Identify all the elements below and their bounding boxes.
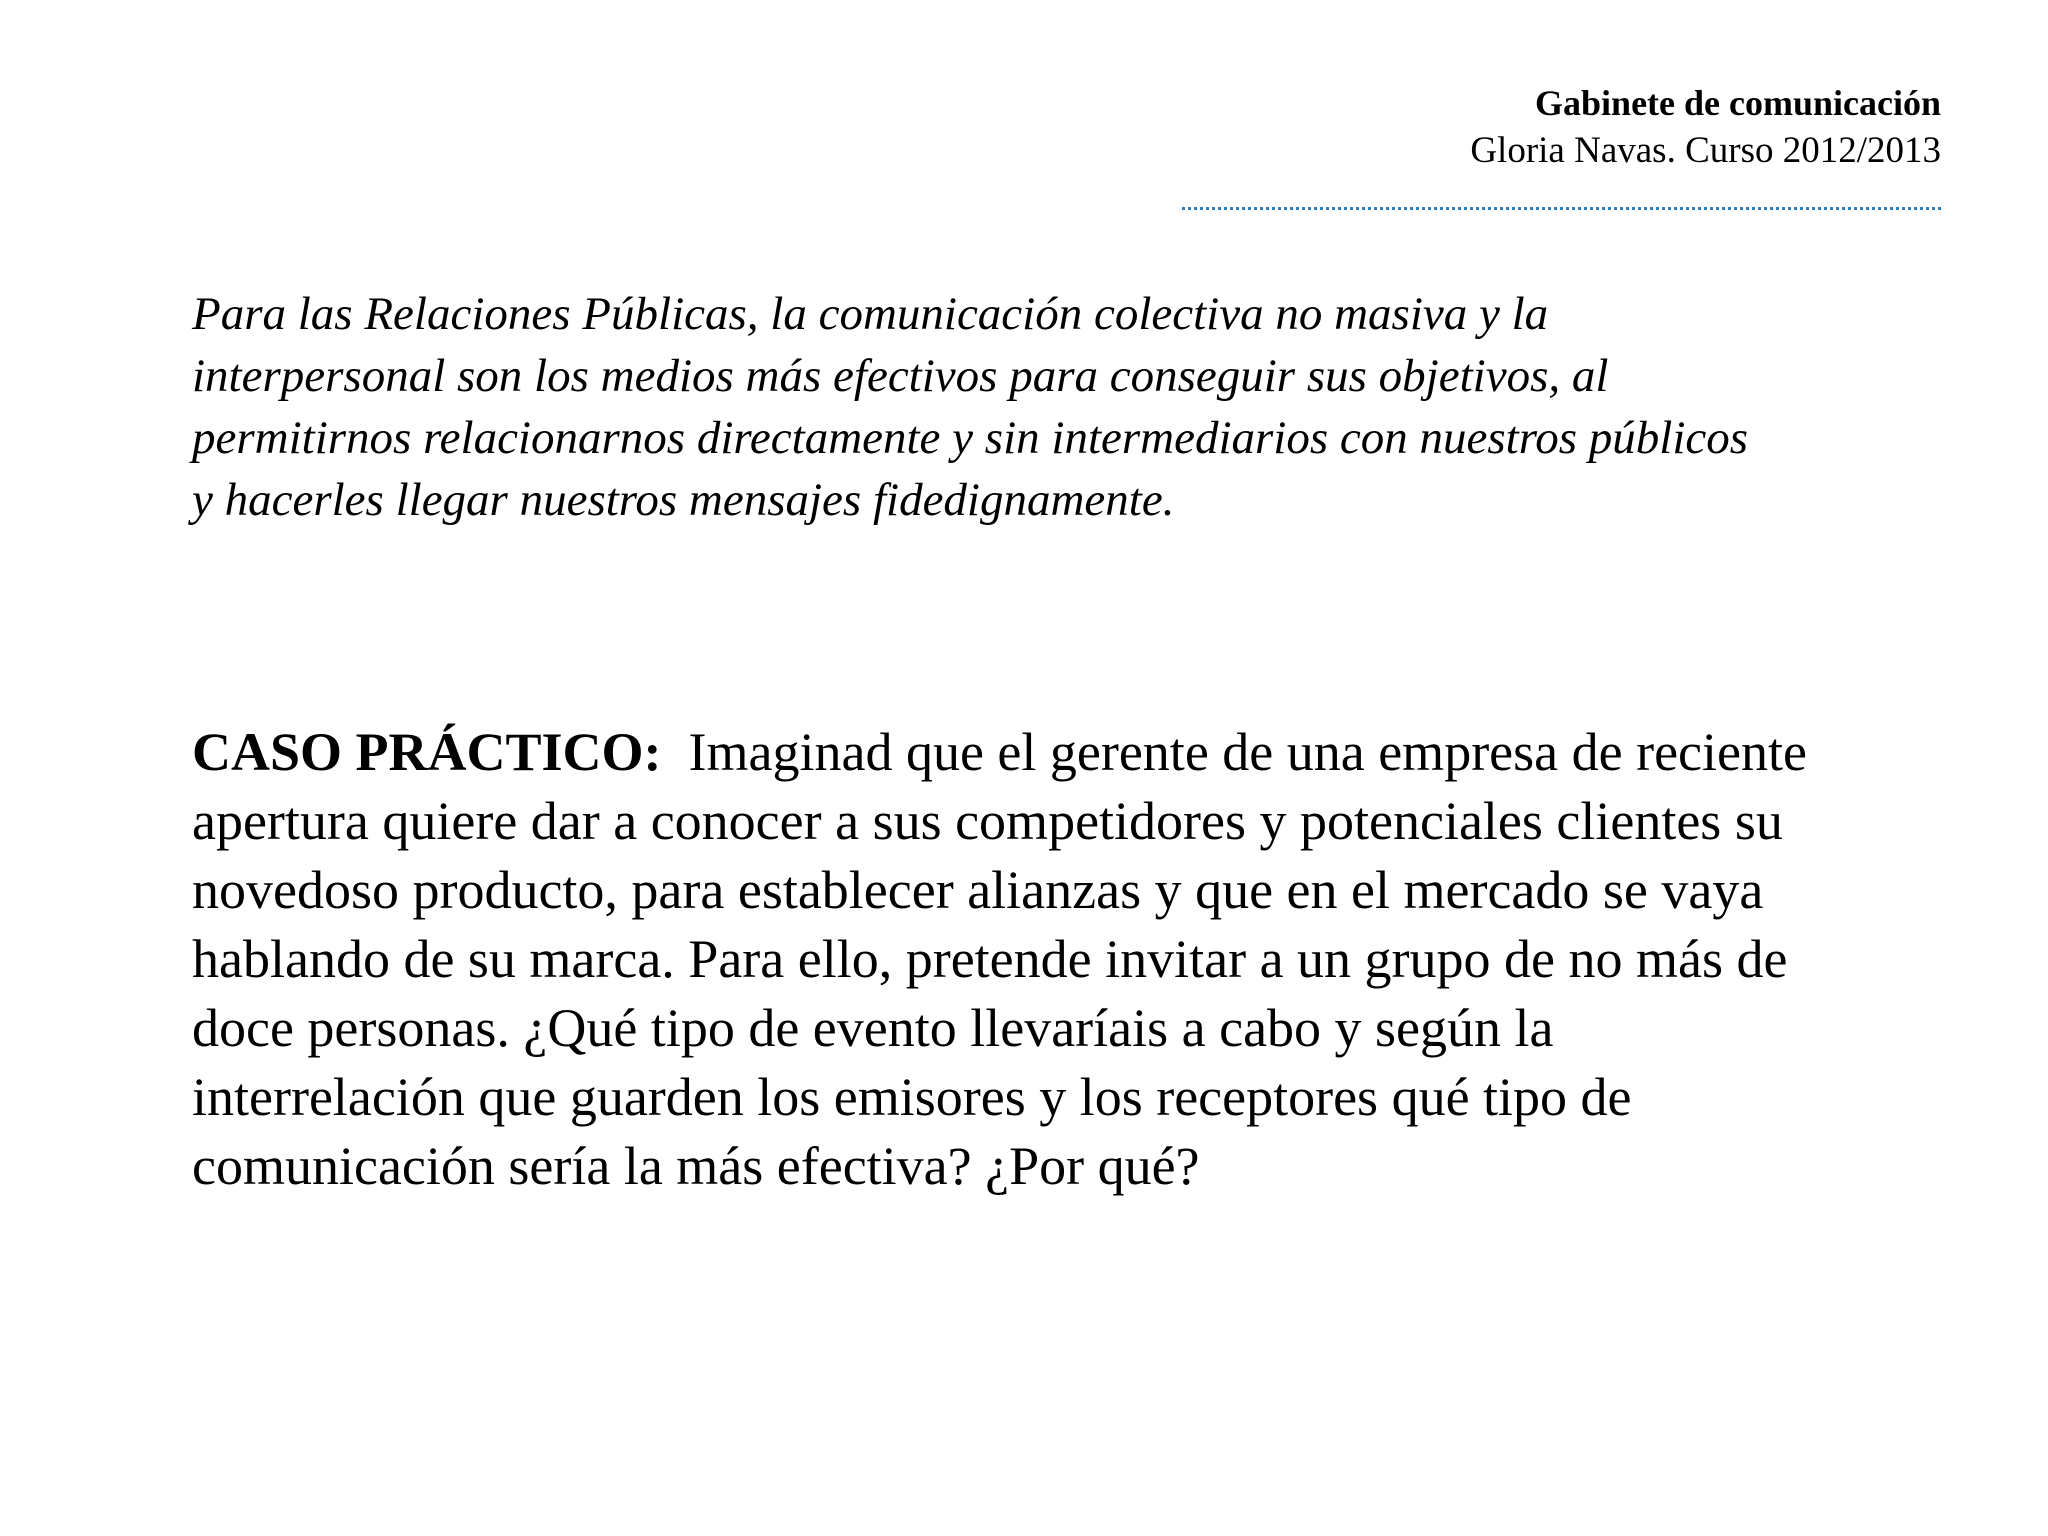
course-subtitle: Gloria Navas. Curso 2012/2013	[1470, 129, 1941, 171]
case-line: comunicación sería la más efectiva? ¿Por qué?	[192, 1136, 1200, 1196]
case-line: hablando de su marca. Para ello, pretende invitar a un grupo de no más de	[192, 929, 1788, 989]
header-divider	[1182, 207, 1941, 210]
case-study-paragraph	[192, 718, 1932, 1201]
slide-header	[1470, 80, 1941, 175]
intro-line: y hacerles llegar nuestros mensajes fidedignamente.	[192, 474, 1175, 526]
case-line: novedoso producto, para establecer alianzas y que en el mercado se vaya	[192, 860, 1764, 920]
course-title: Gabinete de comunicación	[1535, 83, 1941, 123]
intro-line: Para las Relaciones Públicas, la comunicación colectiva no masiva y la	[192, 288, 1549, 340]
intro-line: interpersonal son los medios más efectivos para conseguir sus objetivos, al	[192, 350, 1609, 402]
intro-paragraph	[192, 283, 1912, 531]
case-study-label: CASO PRÁCTICO:	[192, 722, 662, 782]
case-line: apertura quiere dar a conocer a sus competidores y potenciales clientes su	[192, 791, 1783, 851]
case-line: interrelación que guarden los emisores y los receptores qué tipo de	[192, 1067, 1632, 1127]
case-line: doce personas. ¿Qué tipo de evento llevaríais a cabo y según la	[192, 998, 1554, 1058]
intro-line: permitirnos relacionarnos directamente y sin intermediarios con nuestros públicos	[192, 412, 1749, 464]
case-line: Imaginad que el gerente de una empresa de reciente	[688, 722, 1807, 782]
